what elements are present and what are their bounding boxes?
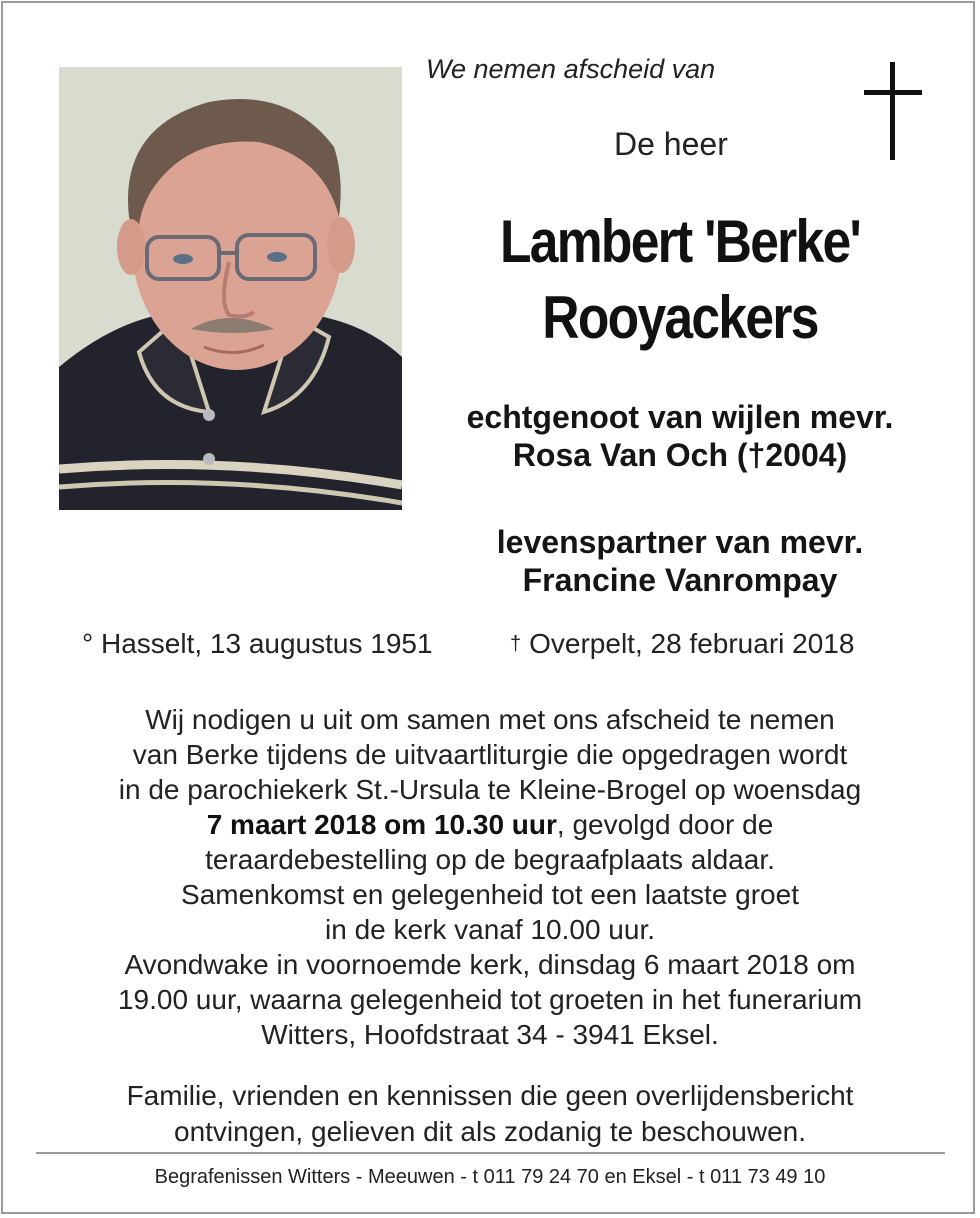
birth-date: ° Hasselt, 13 augustus 1951 [82,628,433,659]
relation-partner-line-1: levenspartner van mevr. [496,524,864,560]
relation-spouse [400,398,960,474]
dagger-icon: † [510,633,522,655]
closing-line: Familie, vrienden en kennissen die geen overlijdensbericht [126,1080,854,1111]
relation-spouse-line-2: Rosa Van Och (†2004) [512,437,848,473]
relation-partner [400,523,960,599]
invitation-line: Witters, Hoofdstraat 34 - 3941 Eksel. [261,1019,719,1050]
invitation-line: teraardebestelling op de begraafplaats aldaar. [205,844,775,875]
invitation-line: in de kerk vanaf 10.00 uur. [325,914,655,945]
invitation-line: Avondwake in voornoemde kerk, dinsdag 6 maart 2018 om [124,949,856,980]
death-date: Overpelt, 28 februari 2018 [529,628,855,659]
invitation-text [40,702,940,1052]
invitation-line: Samenkomst en gelegenheid tot een laatste groet [181,879,799,910]
relation-partner-line-2: Francine Vanrompay [522,562,838,598]
portrait-photo [59,67,402,510]
invitation-line-rest: , gevolgd door de [556,809,774,840]
funeral-home-footer: Begrafenissen Witters - Meeuwen - t 011 79 24 70 en Eksel - t 011 73 49 10 [154,1166,826,1188]
closing-line: ontvingen, gelieven dit als zodanig te beschouwen. [174,1116,806,1147]
invitation-line: Wij nodigen u uit om samen met ons afscheid te nemen [145,704,835,735]
name-line-2: Rooyackers [542,284,818,351]
name-line-1: Lambert 'Berke' [499,208,861,275]
deceased-name [465,204,895,356]
intro-text: We nemen afscheid van [426,54,716,84]
closing-text [40,1078,940,1150]
invitation-line: 19.00 uur, waarna gelegenheid tot groeten in het funerarium [117,984,863,1015]
cross-icon [864,62,922,160]
footer-divider [36,1152,945,1154]
death-date-wrapper [510,628,854,660]
portrait-illustration [59,67,402,510]
invitation-line: van Berke tijdens de uitvaartliturgie die opgedragen wordt [132,739,848,770]
invitation-line: in de parochiekerk St.-Ursula te Kleine-Brogel op woensdag [118,774,862,805]
funeral-datetime: 7 maart 2018 om 10.30 uur [206,809,557,840]
salutation: De heer [614,126,728,162]
invitation-line [40,807,940,842]
relation-spouse-line-1: echtgenoot van wijlen mevr. [466,399,894,435]
